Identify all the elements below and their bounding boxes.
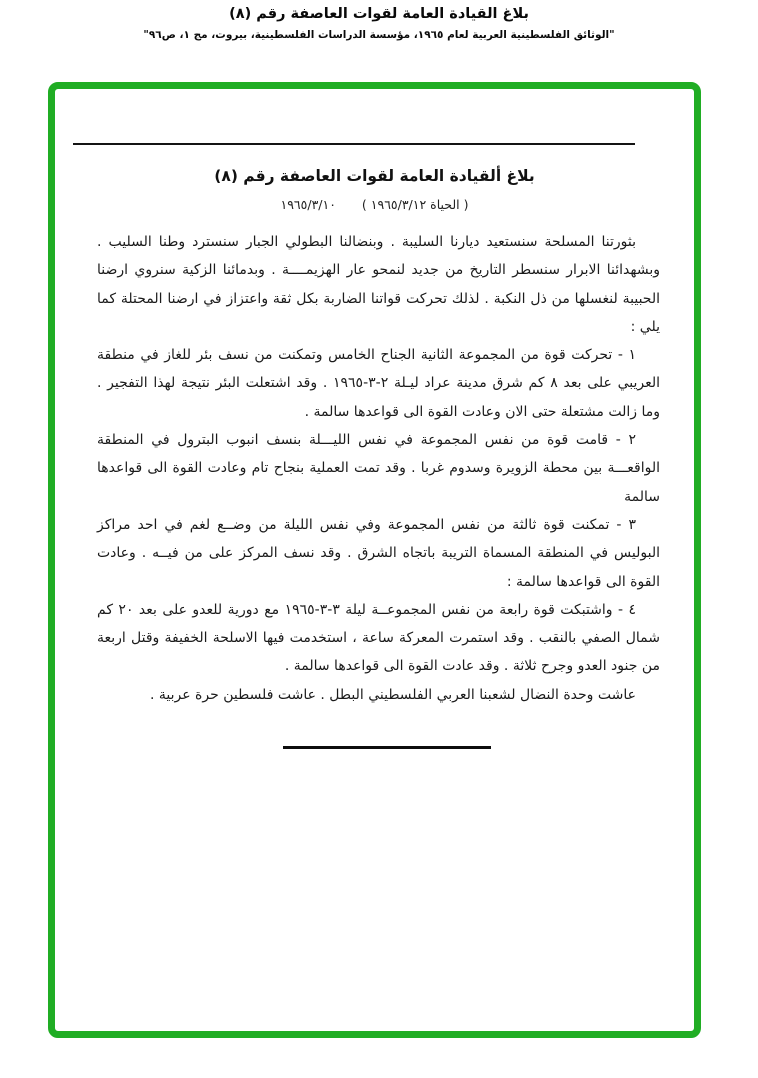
item-4-paragraph: ٤ - واشتبكت قوة رابعة من نفس المجموعــة ليلة ٣-٣-١٩٦٥ مع دورية للعدو على بعد ٢٠ كم شمال الصفي بالنقب . وقد استمرت المعركة ساعة ، استخدمت فيها الاسلحة الخفيفة وقتل اربعة من جنود العدو وجرح ثلاثة . وقد عادت القوة الى قواعدها سالمة . bbox=[97, 601, 660, 675]
closing-line: عاشت وحدة النضال لشعبنا العربي الفلسطيني البطل . عاشت فلسطين حرة عربية . bbox=[149, 686, 636, 703]
page-header-title: بلاغ القيادة العامة لقوات العاصفة رقم (٨) bbox=[229, 6, 529, 22]
document-source: ( الحياة ١٩٦٥/٣/١٢ ) bbox=[361, 197, 469, 212]
intro-paragraph: بثورتنا المسلحة سنستعيد ديارنا السليبة . وبنضالنا البطولي الجبار سنسترد وطنا السليب . وبشهدائنا الابرار سنسطر التاريخ من جديد لنمحو عار الهزيمــــة . وبدمائنا الزكية سنروي ارضنا الحبيبة لنغسلها من ذل النكبة . لذلك تحركت قواتنا الضاربة بكل ثقة واعتزاز في ارضنا المحتلة كما يلي : bbox=[97, 234, 660, 335]
item-1-paragraph: ١ - تحركت قوة من المجموعة الثانية الجناح الخامس وتمكنت من نسف بئر للغاز في منطقة العريبي على بعد ٨ كم شرق مدينة عراد ليـلة ٢-٣-١٩٦٥ . وقد اشتعلت البئر نتيجة لهذا التفجير . وما زالت مشتعلة حتى الان وعادت القوة الى قواعدها سالمة . bbox=[97, 347, 660, 420]
document-body bbox=[97, 228, 660, 709]
item-3-paragraph: ٣ - تمكنت قوة ثالثة من نفس المجموعة وفي نفس الليلة من وضــع لغم في احد مراكز البوليس في المنطقة المسماة التريبة باتجاه الشرق . وقد نسف المركز على من فيــه . وعادت القوة الى قواعدها سالمة : bbox=[97, 516, 660, 590]
scan-edge-line bbox=[73, 143, 635, 145]
separator-rule bbox=[283, 746, 491, 749]
green-frame bbox=[48, 82, 701, 1038]
item-2-paragraph: ٢ - قامت قوة من نفس المجموعة في نفس الليـــلة بنسف انبوب البترول في المنطقة الواقعـــة بين محطة الزويرة وسدوم غربا . وقد تمت العملية بنجاح تام وعادت القوة الى قواعدها سالمة bbox=[97, 432, 660, 505]
date-line bbox=[55, 197, 694, 212]
document-date: ١٩٦٥/٣/١٠ bbox=[280, 197, 336, 212]
page-header-citation: "الوثائق الفلسطينية العربية لعام ١٩٦٥، مؤسسة الدراسات الفلسطينية، بيروت، مج ١، ص٩٦" bbox=[143, 29, 615, 41]
document-title: بلاغ ألقيادة العامة لقوات العاصفة رقم (٨) bbox=[214, 167, 535, 185]
page-header bbox=[0, 6, 758, 41]
